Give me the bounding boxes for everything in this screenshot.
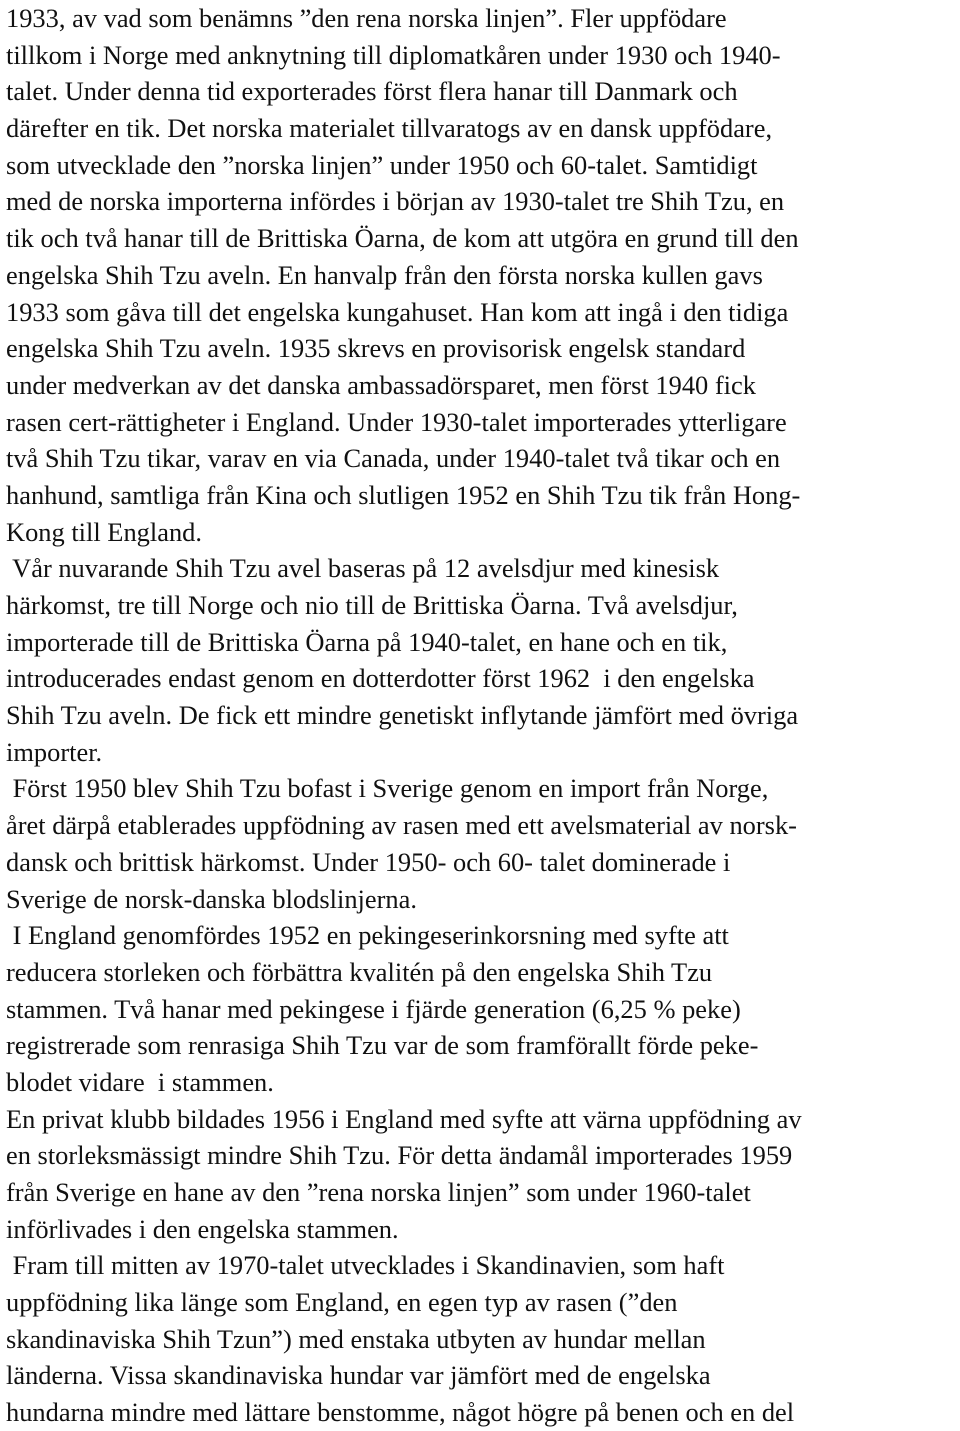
text-line: hanhund, samtliga från Kina och slutligen 1952 en Shih Tzu tik från Hong- <box>6 479 801 510</box>
text-line: härkomst, tre till Norge och nio till de Brittiska Öarna. Två avelsdjur, <box>6 590 738 620</box>
text-line: 1933, av vad som benämns ”den rena norska linjen”. Fler uppfödare <box>6 3 727 33</box>
text-line: stammen. Två hanar med pekingese i fjärde generation (6,25 % peke) <box>6 993 741 1024</box>
text-line: två Shih Tzu tikar, varav en via Canada, under 1940-talet två tikar och en <box>6 443 781 474</box>
text-line: reducera storleken och förbättra kvalitén på den engelska Shih Tzu <box>6 956 713 987</box>
text-line: introducerades endast genom en dotterdotter först 1962 i den engelska <box>6 663 755 694</box>
text-line: En privat klubb bildades 1956 i England med syfte att värna uppfödning av <box>6 1103 802 1134</box>
text-line: Först 1950 blev Shih Tzu bofast i Sverige genom en import från Norge, <box>6 773 769 804</box>
text-line: registrerade som renrasiga Shih Tzu var de som framförallt förde peke- <box>6 1030 759 1061</box>
text-line: införlivades i den engelska stammen. <box>6 1213 399 1244</box>
text-line: 1933 som gåva till det engelska kungahuset. Han kom att ingå i den tidiga <box>6 296 789 327</box>
text-line: hundarna mindre med lättare benstomme, något högre på benen och en del <box>6 1397 795 1428</box>
text-line: importer. <box>6 736 103 767</box>
text-line: Shih Tzu aveln. De fick ett mindre genetiskt inflytande jämfört med övriga <box>6 700 799 731</box>
text-line: I England genomfördes 1952 en pekingeserinkorsning med syfte att <box>6 920 729 951</box>
text-line: länderna. Vissa skandinaviska hundar var jämfört med de engelska <box>6 1360 711 1391</box>
text-line: med de norska importerna infördes i början av 1930-talet tre Shih Tzu, en <box>6 186 785 217</box>
text-line: därefter en tik. Det norska materialet tillvaratogs av en dansk uppfödare, <box>6 113 773 144</box>
text-line: Vår nuvarande Shih Tzu avel baseras på 12 avelsdjur med kinesisk <box>6 553 720 584</box>
text-line: talet. Under denna tid exporterades först flera hanar till Danmark och <box>6 76 738 107</box>
text-line: rasen cert-rättigheter i England. Under 1930-talet importerades ytterligare <box>6 406 787 437</box>
text-line: tik och två hanar till de Brittiska Öarna, de kom att utgöra en grund till den <box>6 223 799 254</box>
text-line: skandinaviska Shih Tzun”) med enstaka utbyten av hundar mellan <box>6 1323 706 1354</box>
text-line: tillkom i Norge med anknytning till diplomatkåren under 1930 och 1940- <box>6 39 781 70</box>
text-line: Kong till England. <box>6 516 202 547</box>
text-line: blodet vidare i stammen. <box>6 1066 274 1097</box>
text-line: som utvecklade den ”norska linjen” under 1950 och 60-talet. Samtidigt <box>6 149 758 180</box>
text-line: uppfödning lika länge som England, en egen typ av rasen (”den <box>6 1287 678 1318</box>
text-line: Sverige de norsk-danska blodslinjerna. <box>6 883 417 914</box>
text-line: engelska Shih Tzu aveln. 1935 skrevs en provisorisk engelsk standard <box>6 333 746 364</box>
body-text <box>6 0 960 1431</box>
text-line: från Sverige en hane av den ”rena norska linjen” som under 1960-talet <box>6 1177 751 1207</box>
text-line: under medverkan av det danska ambassadörsparet, men först 1940 fick <box>6 369 756 400</box>
text-line: året därpå etablerades uppfödning av rasen med ett avelsmaterial av norsk- <box>6 810 797 841</box>
text-line: engelska Shih Tzu aveln. En hanvalp från den första norska kullen gavs <box>6 259 763 290</box>
text-line: importerade till de Brittiska Öarna på 1940-talet, en hane och en tik, <box>6 626 728 657</box>
text-line: en storleksmässigt mindre Shih Tzu. För detta ändamål importerades 1959 <box>6 1140 793 1171</box>
text-line: Fram till mitten av 1970-talet utvecklades i Skandinavien, som haft <box>6 1250 725 1281</box>
text-line: dansk och brittisk härkomst. Under 1950- och 60- talet dominerade i <box>6 846 731 877</box>
